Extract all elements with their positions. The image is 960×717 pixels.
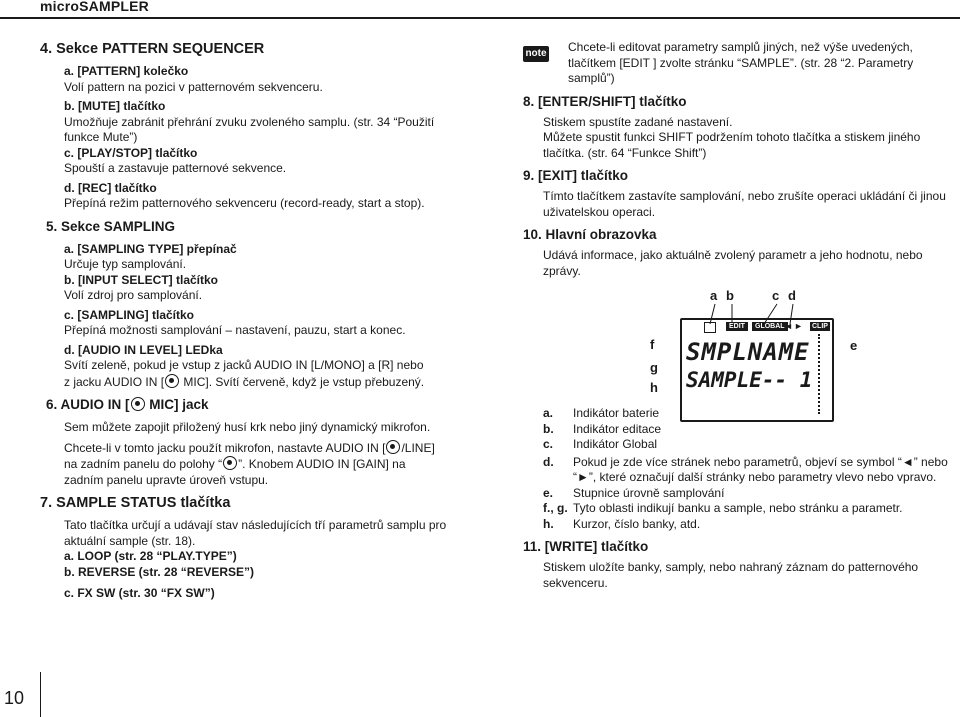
s5d-text-1: Svítí zeleně, pokud je vstup z jacků AUDIO IN [L/MONO] a [R] nebo (64, 358, 424, 372)
section-7-title: 7. SAMPLE STATUS tlačítka (40, 495, 231, 511)
header-title: microSAMPLER (40, 0, 149, 14)
s5a-title: a. [SAMPLING TYPE] přepínač (64, 241, 237, 256)
s5b-text: Volí zdroj pro samplování. (64, 288, 203, 302)
list-item: b. Indikátor editace (543, 421, 662, 436)
note-icon: note (523, 46, 549, 62)
list-item: c. Indikátor Global (543, 437, 658, 451)
s4b-title: b. [MUTE] tlačítko (64, 99, 166, 113)
lcd-line-2: SAMPLE-- 1 (686, 368, 813, 392)
lcd-tab-clip: CLIP (812, 323, 828, 330)
s6-text-3a: na zadním panelu do polohy “ (64, 457, 223, 471)
lcd-label-f: f (650, 337, 655, 352)
arrow-right-icon: ► (794, 321, 803, 331)
lcd-label-b: b (726, 288, 734, 303)
s5b-title: b. [INPUT SELECT] tlačítko (64, 272, 219, 287)
s4a-text: Volí pattern na pozici v patternovém sekvenceru. (64, 79, 323, 94)
s5c-text: Přepíná možnosti samplování – nastavení, pauzu, start a konec. (64, 323, 406, 337)
page-rule (40, 672, 41, 717)
s5d-text-2a: z jacku AUDIO IN [ (64, 374, 165, 389)
section-6-title (46, 396, 470, 414)
header-rule (0, 17, 960, 19)
list-item: a. Indikátor baterie (543, 406, 660, 420)
right-column (523, 40, 953, 279)
s8-text-1: Stiskem spustíte zadané nastavení. (543, 114, 733, 129)
s8-text-2: Můžete spustit funkci SHIFT podržením tohoto tlačítka a stiskem jiného tlačítka. (str. 64 “Funkce Shift”) (543, 130, 921, 160)
s6-text-4: zadním panelu upravte úroveň vstupu. (64, 472, 269, 487)
lcd-tab-edit: EDIT (726, 322, 748, 331)
s6-text-2b: /LINE] (401, 440, 435, 455)
note-text: Chcete-li editovat parametry samplů jiných, než výše uvedených, tlačítkem [EDIT ] zvolte stránku “SAMPLE”. (str. 28 “2. Parametry samplů”) (568, 40, 914, 85)
s6-title-b: MIC] jack (149, 397, 209, 412)
section-11-title: 11. [WRITE] tlačítko (523, 539, 649, 554)
lcd-line-1: SMPLNAME (686, 338, 810, 366)
s5a-text: Určuje typ samplování. (64, 257, 187, 271)
section-9-title: 9. [EXIT] tlačítko (523, 168, 629, 183)
lcd-label-d: d (788, 288, 796, 303)
section-10-title: 10. Hlavní obrazovka (523, 227, 657, 242)
s6-text-3 (64, 456, 470, 473)
s4d-title: d. [REC] tlačítko (64, 180, 157, 195)
s4d-text: Přepíná režim patternového sekvenceru (record-ready, start a stop). (64, 196, 425, 210)
battery-icon (704, 322, 716, 333)
note-box (523, 40, 953, 87)
section-8-title: 8. [ENTER/SHIFT] tlačítko (523, 93, 687, 109)
s7a: a. LOOP (str. 28 “PLAY.TYPE”) (64, 549, 237, 563)
mic-icon (131, 397, 145, 411)
s4b-text: Umožňuje zabránit přehrání zvuku zvoleného samplu. (str. 34 “Použití funkce Mute”) (64, 114, 435, 144)
page-number: 10 (4, 688, 25, 708)
section-5-title: 5. Sekce SAMPLING (46, 218, 176, 234)
level-meter (818, 334, 828, 414)
s4a-title: a. [PATTERN] kolečko (64, 64, 189, 78)
s9-text: Tímto tlačítkem zastavíte samplování, nebo zrušíte operaci ukládání či jinou uživatelskou operaci. (543, 189, 946, 219)
s6-text-3b: ”. Knobem AUDIO IN [GAIN] na (238, 457, 406, 471)
left-column (40, 40, 470, 602)
lcd-label-g: g (650, 360, 658, 375)
lcd-tab-global: GLOBAL (752, 322, 788, 331)
s4c-title: c. [PLAY/STOP] tlačítko (64, 145, 198, 160)
lcd-label-e: e (850, 338, 858, 353)
s7b: b. REVERSE (str. 28 “REVERSE”) (64, 564, 255, 579)
list-item: d. Pokud je zde více stránek nebo parametrů, objeví se symbol “◄” nebo “►”, které označují další stránky nebo parametry vlevo nebo vpravo. (543, 454, 948, 484)
s6-text-2 (64, 440, 470, 457)
mic-icon (386, 440, 400, 454)
section-4-title: 4. Sekce PATTERN SEQUENCER (40, 41, 265, 57)
s4c-text: Spouští a zastavuje patternové sekvence. (64, 161, 287, 175)
s5d-text-2b: MIC]. Svítí červeně, když je vstup přebuzený. (183, 374, 425, 389)
s6-text-2a: Chcete-li v tomto jacku použít mikrofon, nastavte AUDIO IN [ (64, 440, 386, 455)
lcd-legend-list (523, 406, 953, 591)
s7-text: Tato tlačítka určují a udávají stav následujících tří parametrů samplu pro aktuální sample (str. 18). (64, 518, 447, 548)
list-item: h. Kurzor, číslo banky, atd. (543, 516, 701, 531)
s6-title-a: 6. AUDIO IN [ (46, 397, 130, 412)
arrow-left-icon: ◄ (784, 321, 793, 331)
s11-text: Stiskem uložíte banky, samply, nebo nahraný záznam do patternového sekvenceru. (543, 560, 919, 590)
lcd-label-c: c (772, 288, 780, 303)
s5d-text-2 (64, 374, 470, 391)
s10-text: Udává informace, jako aktuálně zvolený parametr a jeho hodnotu, nebo zprávy. (543, 248, 923, 278)
mic-icon (165, 374, 179, 388)
s5c-title: c. [SAMPLING] tlačítko (64, 307, 195, 322)
mic-icon (223, 456, 237, 470)
lcd-label-a: a (710, 288, 718, 303)
s5d-title: d. [AUDIO IN LEVEL] LEDka (64, 342, 223, 357)
s7c: c. FX SW (str. 30 “FX SW”) (64, 586, 215, 600)
s6-text-1: Sem můžete zapojit přiložený husí krk nebo jiný dynamický mikrofon. (64, 420, 431, 434)
list-item: f., g. Tyto oblasti indikují banku a sample, nebo stránku a parametr. (543, 501, 903, 515)
lcd-label-h: h (650, 380, 658, 395)
list-item: e. Stupnice úrovně samplování (543, 485, 725, 500)
